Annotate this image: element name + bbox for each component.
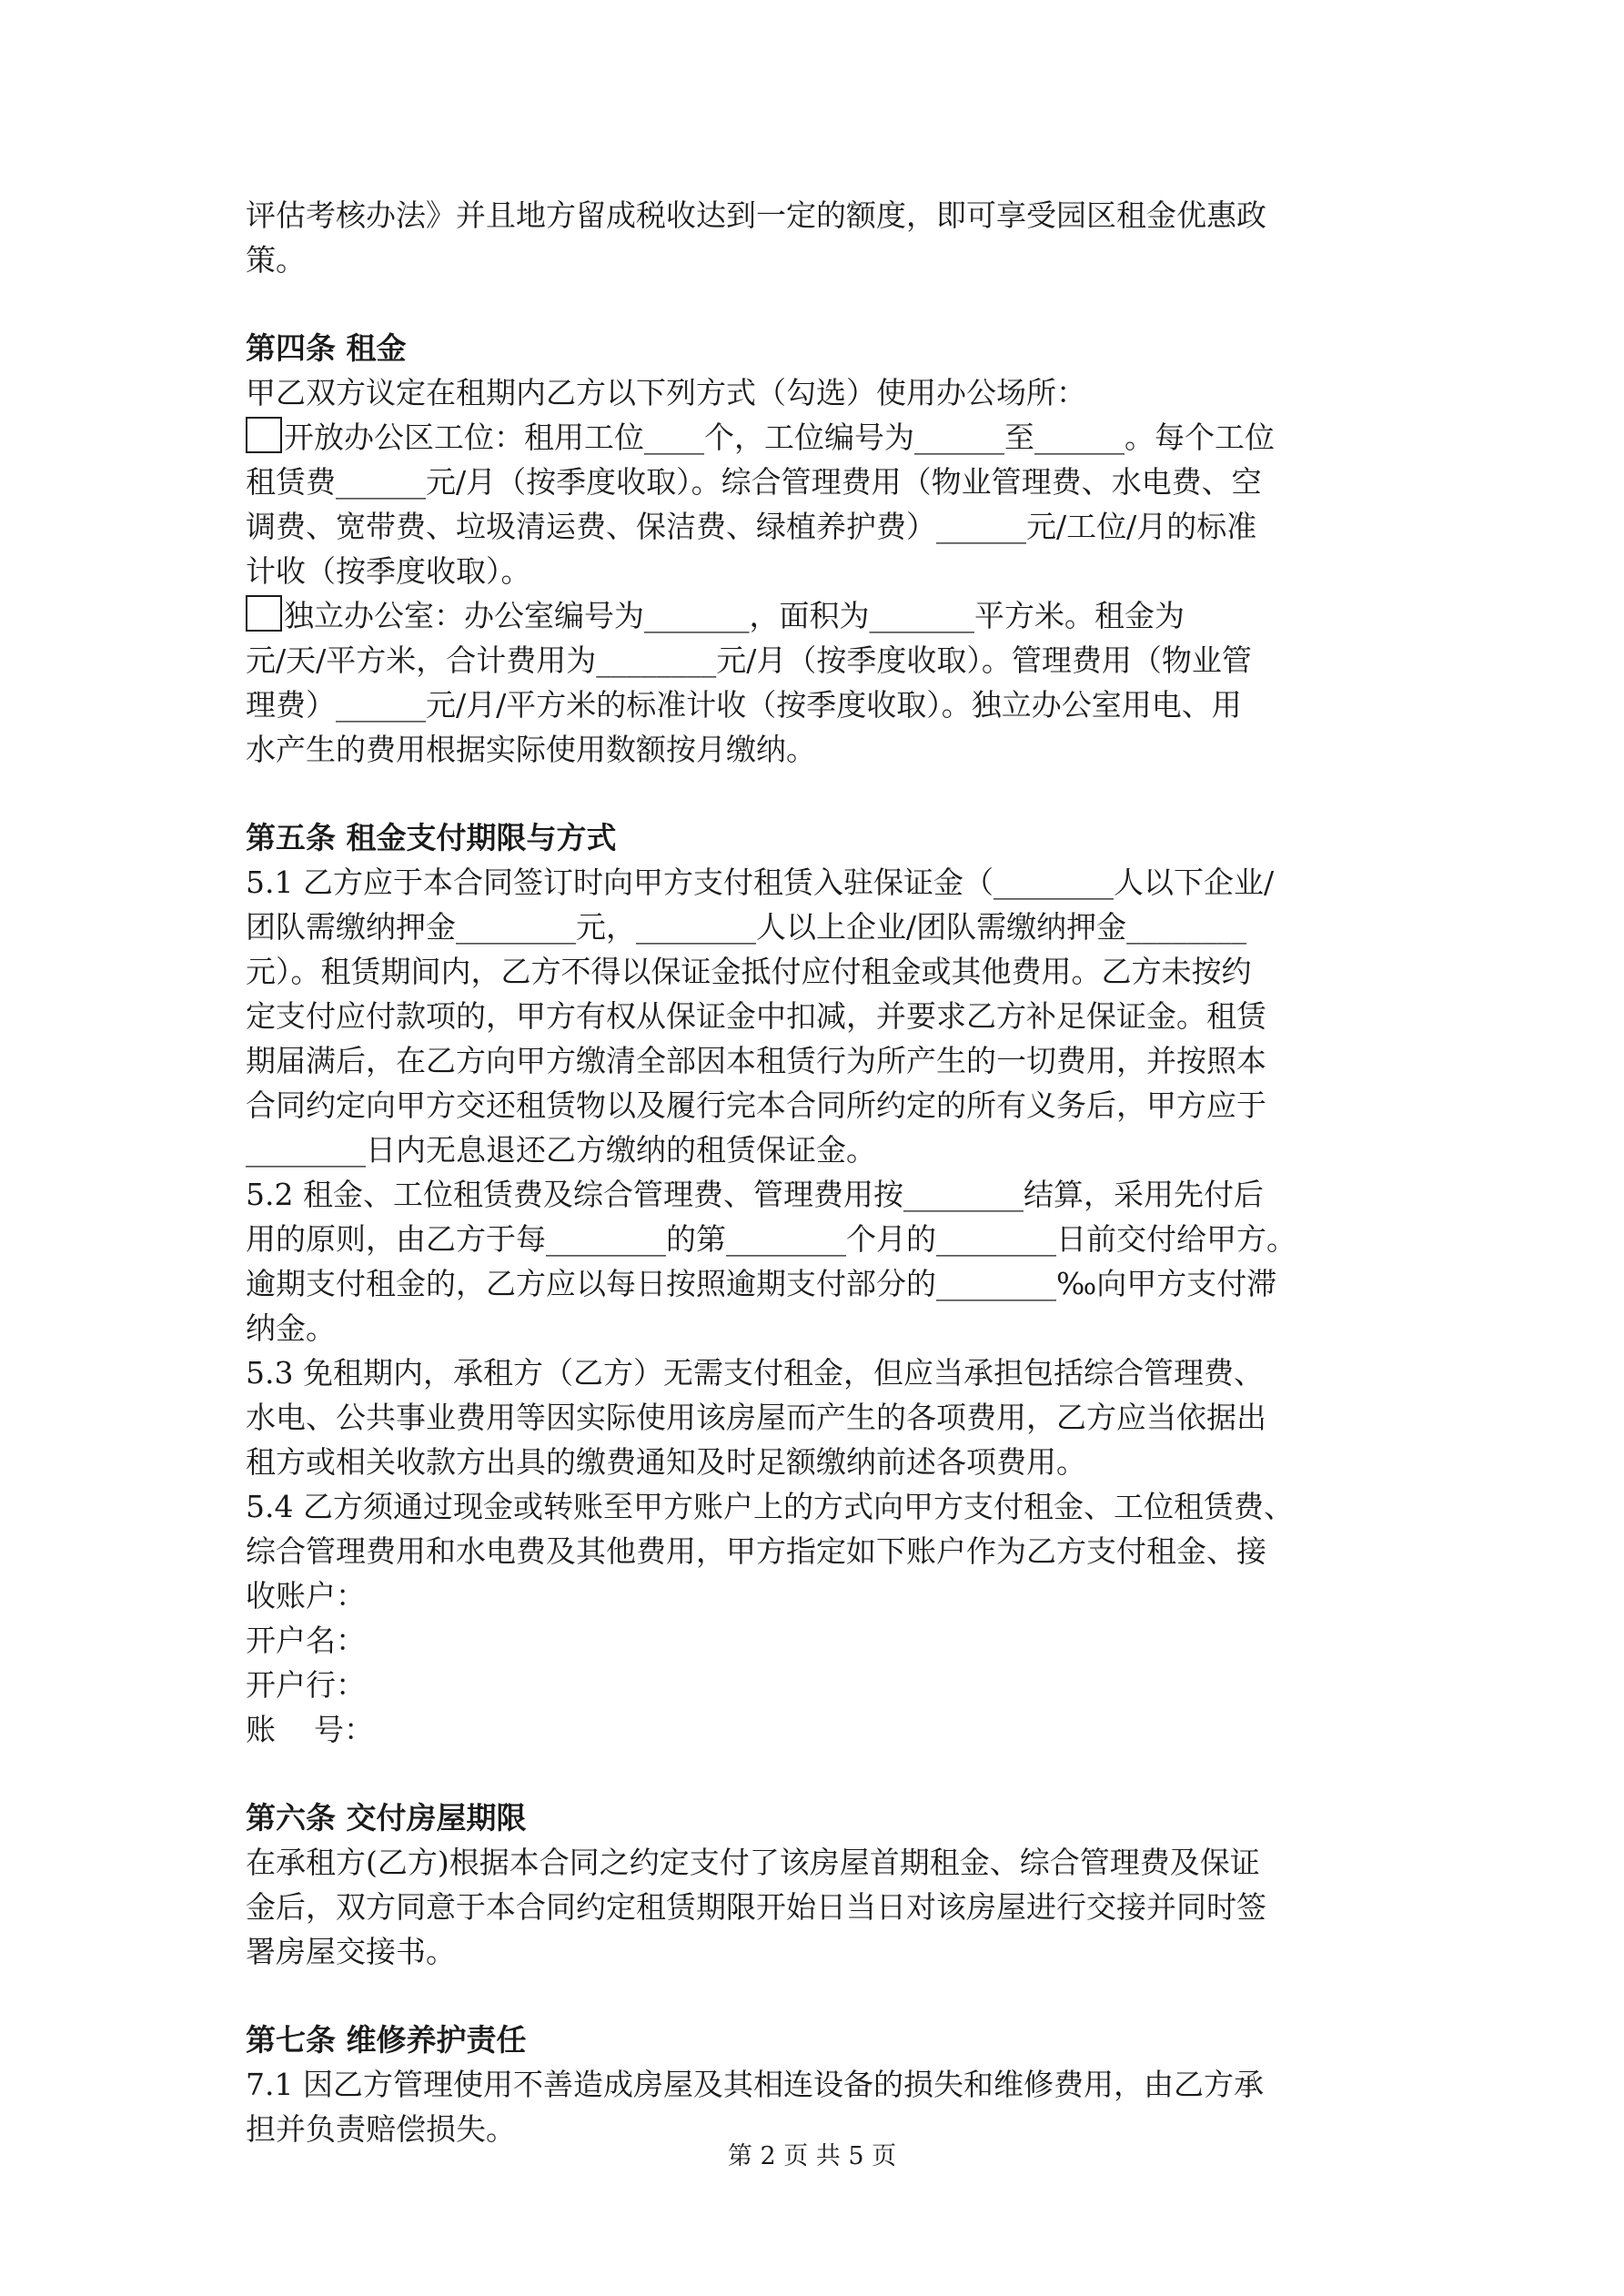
article-6-line: 在承租方(乙方)根据本合同之约定支付了该房屋首期租金、综合管理费及保证 [246,1845,1260,1880]
intro-line-1: 评估考核办法》并且地方留成税收达到一定的额度，即可享受园区租金优惠政 [246,197,1266,233]
article-4-line: 元/天/平方米，合计费用为________元/月（按季度收取）。管理费用（物业管 [246,642,1252,678]
article-5-line: 5.3 免租期内，承租方（乙方）无需支付租金，但应当承担包括综合管理费、 [246,1355,1264,1391]
article-5-line: 期届满后，在乙方向甲方缴清全部因本租赁行为所产生的一切费用，并按照本 [246,1043,1266,1078]
private-office-checkbox[interactable] [246,595,282,632]
article-5-line: 逾期支付租金的，乙方应以每日按照逾期支付部分的________‰向甲方支付滞 [246,1266,1277,1301]
account-name-line: 开户名： [246,1623,366,1658]
open-office-checkbox[interactable] [246,417,282,453]
article-4-line: 水产生的费用根据实际使用数额按月缴纳。 [246,732,816,767]
article-6-line: 金后，双方同意于本合同约定租赁期限开始日当日对该房屋进行交接并同时签 [246,1889,1266,1925]
article-5-line: ________日内无息退还乙方缴纳的租赁保证金。 [246,1132,876,1168]
article-5-line: 团队需缴纳押金________元，________人以上企业/团队需缴纳押金________ [246,909,1247,945]
article-5-line: 合同约定向甲方交还租赁物以及履行完本合同所约定的所有义务后，甲方应于 [246,1087,1266,1123]
article-5-line: 5.2 租金、工位租赁费及综合管理费、管理费用按________结算，采用先付后 [246,1177,1264,1212]
article-5-line: 用的原则，由乙方于每________的第________个月的________日前交付给甲方。 [246,1221,1296,1257]
article-5-line: 综合管理费用和水电费及其他费用，甲方指定如下账户作为乙方支付租金、接 [246,1533,1266,1569]
article-4-line: 独立办公室：办公室编号为_______，面积为_______平方米。租金为 [284,598,1185,633]
article-7-line: 担并负责赔偿损失。 [246,2111,516,2147]
article-7-line: 7.1 因乙方管理使用不善造成房屋及其相连设备的损失和维修费用，由乙方承 [246,2067,1264,2102]
article-6-line: 署房屋交接书。 [246,1934,456,1969]
article-5-line: 水电、公共事业费用等因实际使用该房屋而产生的各项费用，乙方应当依据出 [246,1400,1266,1435]
article-5-line: 纳金。 [246,1310,336,1346]
article-4-line: 甲乙双方议定在租期内乙方以下列方式（勾选）使用办公场所： [246,375,1086,410]
intro-line-2: 策。 [246,242,306,278]
account-bank-line: 开户行： [246,1667,366,1703]
article-4-line: 开放办公区工位：租用工位____个，工位编号为______至______。每个工位 [284,420,1275,455]
article-7-heading: 第七条 维修养护责任 [246,2022,527,2058]
article-5-line: 5.1 乙方应于本合同签订时向甲方支付租赁入驻保证金（________人以下企业/ [246,865,1275,900]
article-4-line: 租赁费______元/月（按季度收取）。综合管理费用（物业管理费、水电费、空 [246,464,1262,500]
article-5-heading: 第五条 租金支付期限与方式 [246,820,617,855]
article-5-line: 收账户： [246,1578,366,1613]
option-private-office [246,593,1392,638]
article-5-line: 元）。租赁期间内，乙方不得以保证金抵付应付租金或其他费用。乙方未按约 [246,954,1252,989]
article-6-heading: 第六条 交付房屋期限 [246,1800,527,1836]
contract-page [246,193,1392,2151]
article-5-line: 5.4 乙方须通过现金或转账至甲方账户上的方式向甲方支付租金、工位租赁费、 [246,1489,1294,1524]
article-5-line: 定支付应付款项的，甲方有权从保证金中扣减，并要求乙方补足保证金。租赁 [246,998,1266,1034]
article-4-line: 理费）______元/月/平方米的标准计收（按季度收取）。独立办公室用电、用 [246,687,1242,723]
article-4-heading: 第四条 租金 [246,330,407,366]
option-open-office [246,415,1392,460]
page-number-footer: 第 2 页 共 5 页 [727,2142,897,2170]
article-5-line: 租方或相关收款方出具的缴费通知及时足额缴纳前述各项费用。 [246,1444,1086,1480]
article-4-line: 计收（按季度收取）。 [246,553,531,589]
article-4-line: 调费、宽带费、垃圾清运费、保洁费、绿植养护费）______元/工位/月的标准 [246,509,1257,544]
account-number-line: 账 号： [246,1712,374,1747]
